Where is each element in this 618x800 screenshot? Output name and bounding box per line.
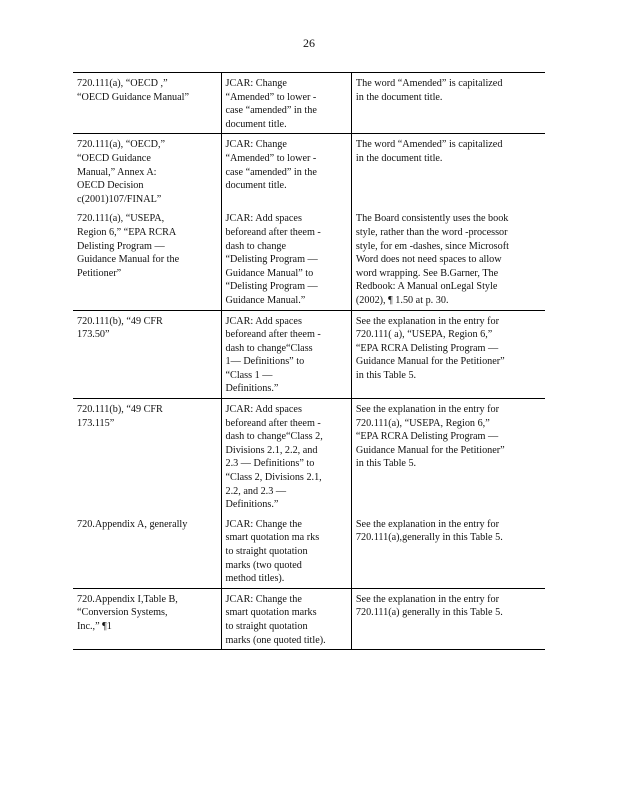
section-reference: 720.111(a), “OECD ,” “OECD Guidance Manual”: [77, 78, 190, 103]
section-cell: [73, 73, 221, 134]
change-cell: [221, 73, 351, 134]
section-cell: [73, 588, 221, 649]
explanation-cell: [351, 588, 545, 649]
explanation-text: The Board consistently uses the book style, rather than the word -processor style, for em -dashes, since Microsoft Word does not need spaces to allow word wrapping. See B.Garner, The Redbook: A Manual onLegal Style (2002), ¶ 1.50 at p. 30.: [355, 213, 509, 306]
table-row: [73, 399, 545, 514]
section-cell: [73, 134, 221, 208]
explanation-text: See the explanation in the entry for 720.111(a), “USEPA, Region 6,” “EPA RCRA Delisting Program — Guidance Manual for the Petitioner” in this Table 5.: [355, 404, 505, 470]
change-description: JCAR: Add spaces beforeand after theem - dash to change“Class 2, Divisions 2.1, 2.2, and 2.3 — Definitions” to “Class 2, Divisions 2.1, 2.2, and 2.3 — Definitions.”: [225, 404, 323, 511]
explanation-cell: [351, 514, 545, 588]
change-description: JCAR: Change the smart quotation ma rks to straight quotation marks (two quoted method titles).: [225, 518, 320, 585]
section-reference: 720.Appendix I,Table B, “Conversion Systems, Inc.,” ¶1: [77, 593, 178, 632]
change-description: JCAR: Change “Amended” to lower - case “amended” in the document title.: [225, 78, 317, 130]
explanation-text: The word “Amended” is capitalized in the document title.: [355, 78, 503, 103]
table-row: [73, 514, 545, 588]
section-cell: [73, 208, 221, 310]
table-row: [73, 73, 545, 134]
section-reference: 720.111(a), “USEPA, Region 6,” “EPA RCRA Delisting Program — Guidance Manual for the Petitioner”: [77, 213, 180, 279]
change-cell: [221, 134, 351, 208]
explanation-cell: [351, 134, 545, 208]
section-cell: [73, 399, 221, 514]
amendments-table: [73, 72, 545, 650]
explanation-cell: [351, 399, 545, 514]
section-cell: [73, 514, 221, 588]
explanation-cell: [351, 208, 545, 310]
change-cell: [221, 514, 351, 588]
change-cell: [221, 399, 351, 514]
section-reference: 720.111(b), “49 CFR 173.115”: [77, 404, 163, 429]
explanation-cell: [351, 73, 545, 134]
table-row: [73, 134, 545, 208]
change-description: JCAR: Add spaces beforeand after theem - dash to change “Delisting Program — Guidance Manual” to “Delisting Program — Guidance Manual.”: [225, 213, 321, 306]
explanation-text: See the explanation in the entry for 720.111( a), “USEPA, Region 6,” “EPA RCRA Delisting Program — Guidance Manual for the Petitioner” in this Table 5.: [355, 315, 505, 381]
table-row: [73, 208, 545, 310]
table-row: [73, 310, 545, 399]
change-description: JCAR: Change “Amended” to lower - case “amended” in the document title.: [225, 139, 317, 192]
section-cell: [73, 310, 221, 399]
explanation-text: See the explanation in the entry for 720.111(a) generally in this Table 5.: [355, 593, 503, 619]
explanation-text: The word “Amended” is capitalized in the document title.: [355, 139, 503, 164]
table-row: [73, 588, 545, 649]
section-reference: 720.111(b), “49 CFR 173.50”: [77, 315, 163, 341]
change-cell: [221, 588, 351, 649]
change-cell: [221, 208, 351, 310]
section-reference: 720.Appendix A, generally: [77, 518, 188, 530]
section-reference: 720.111(a), “OECD,” “OECD Guidance Manual,” Annex A: OECD Decision c(2001)107/FINAL”: [77, 139, 166, 205]
page-number: 26: [303, 36, 315, 50]
change-description: JCAR: Add spaces beforeand after theem - dash to change“Class 1— Definitions” to “Class 1 — Definitions.”: [225, 315, 321, 395]
change-description: JCAR: Change the smart quotation marks to straight quotation marks (one quoted title).: [225, 593, 326, 646]
change-cell: [221, 310, 351, 399]
explanation-text: See the explanation in the entry for 720.111(a),generally in this Table 5.: [355, 518, 503, 544]
explanation-cell: [351, 310, 545, 399]
